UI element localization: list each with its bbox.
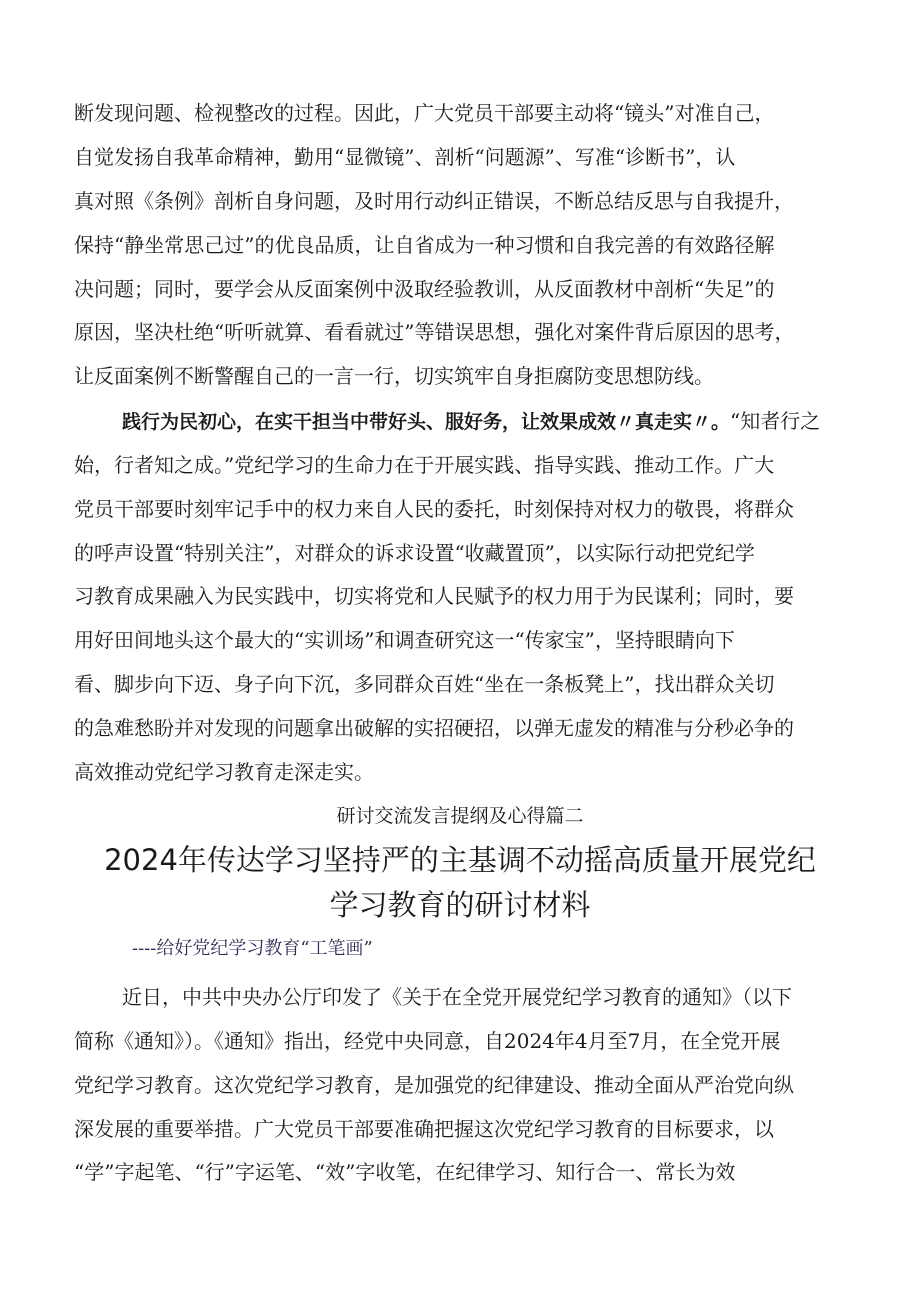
para3-line-2: 简称《通知》）。《通知》指出，经党中央同意，自2024年4月至7月，在全党开展: [74, 1029, 781, 1053]
para1-line-5: 决问题；同时，要学会从反面案例中汲取经验教训，从反面教材中剖析“失足”的: [74, 277, 775, 301]
para1-line-6: 原因，坚决杜绝“听听就算、看看就过”等错误思想，强化对案件背后原因的思考，: [74, 320, 795, 344]
para2-lead-heading: 践行为民初心，在实干担当中带好头、服好务，让效果成效〃真走实〃。: [122, 411, 731, 433]
para2-line-8: 的急难愁盼并对发现的问题拿出破解的实招硬招，以弹无虚发的精准与分秒必争的: [74, 716, 794, 740]
para1-line-2: 自觉发扬自我革命精神，勤用“显微镜”、剖析“问题源”、写准“诊断书”，认: [74, 145, 736, 169]
title-line-2: 学习教育的研讨材料: [329, 888, 591, 922]
para2-line-1: [122, 409, 820, 433]
para1-line-3: 真对照《条例》剖析自身问题，及时用行动纠正错误，不断总结反思与自我提升，: [74, 189, 794, 213]
para3-line-4: 深发展的重要举措。广大党员干部要准确把握这次党纪学习教育的目标要求，以: [74, 1117, 774, 1141]
para2-line-6: 用好田间地头这个最大的“实训场”和调查研究这一“传家宝”，坚持眼睛向下: [74, 628, 735, 652]
para2-first-line-rest: “知者行之: [730, 409, 821, 433]
para2-line-3: 党员干部要时刻牢记手中的权力来自人民的委托，时刻保持对权力的敬畏，将群众: [74, 497, 794, 521]
para3-line-1: 近日，中共中央办公厅印发了《关于在全党开展党纪学习教育的通知》（以下: [122, 985, 792, 1009]
para3-line-5: “学”字起笔、“行”字运笔、“效”字收笔，在纪律学习、知行合一、常长为效: [74, 1160, 736, 1184]
para2-line-9: 高效推动党纪学习教育走深走实。: [74, 760, 374, 784]
para1-line-4: 保持“静坐常思己过”的优良品质，让自省成为一种习惯和自我完善的有效路径解: [74, 233, 775, 257]
para3-line-3: 党纪学习教育。这次党纪学习教育，是加强党的纪律建设、推动全面从严治党向纵: [74, 1073, 794, 1097]
para2-line-4: 的呼声设置“特别关注”，对群众的诉求设置“收藏置顶”，以实际行动把党纪学: [74, 541, 755, 565]
title-line-1: 2024年传达学习坚持严的主基调不动摇高质量开展党纪: [104, 843, 816, 877]
para2-line-2: 始，行者知之成。”党纪学习的生命力在于开展实践、指导实践、推动工作。广大: [74, 453, 775, 477]
tagline: ----给好党纪学习教育“工笔画”: [132, 938, 373, 959]
para2-line-5: 习教育成果融入为民实践中，切实将党和人民赋予的权力用于为民谋利；同时，要: [74, 584, 794, 608]
para2-line-7: 看、脚步向下迈、身子向下沉，多同群众百姓“坐在一条板凳上”，找出群众关切: [74, 672, 775, 696]
para1-line-7: 让反面案例不断警醒自己的一言一行，切实筑牢自身拒腐防变思想防线。: [74, 364, 714, 388]
section-label: 研讨交流发言提纲及心得篇二: [336, 805, 584, 827]
para1-line-1: 断发现问题、检视整改的过程。因此，广大党员干部要主动将“镜头”对准自己，: [74, 101, 775, 125]
